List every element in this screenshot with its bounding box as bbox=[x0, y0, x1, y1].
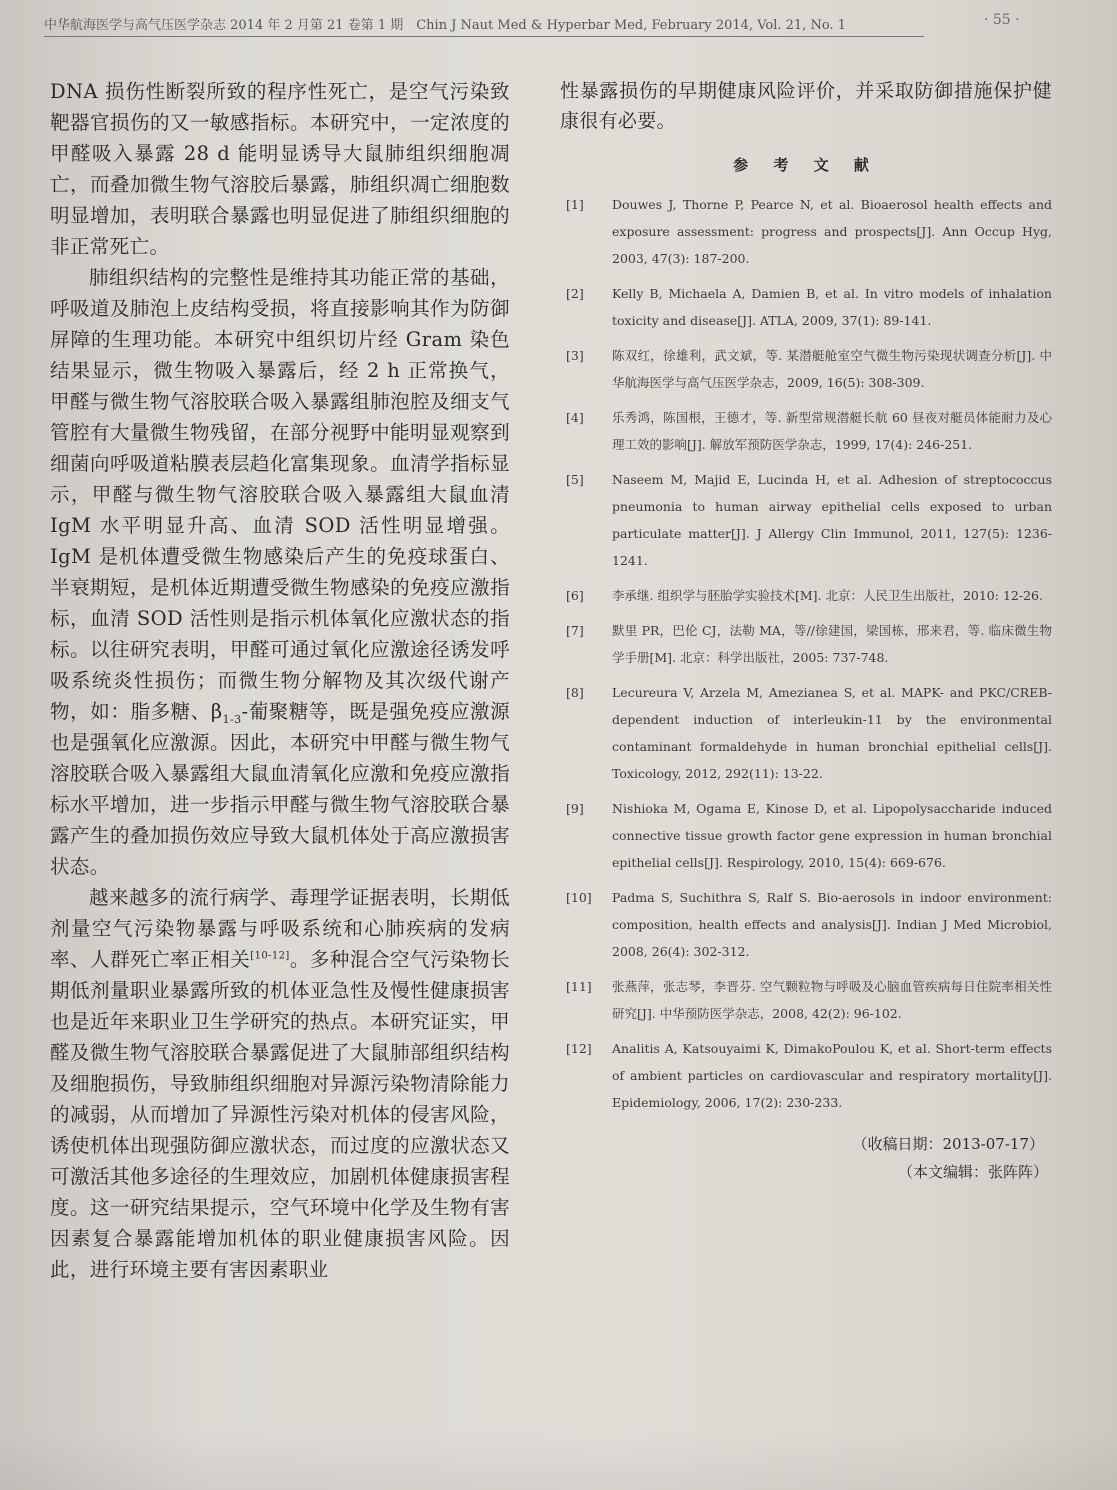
reference-number: [8] bbox=[566, 685, 584, 700]
reference-text: 陈双红，徐雄利，武文斌，等. 某潜艇舱室空气微生物污染现状调查分析[J]. 中华航海医学与高气压医学杂志，2009, 16(5): 308-309. bbox=[612, 348, 1052, 390]
paragraph-2-text-b: -葡聚糖等，既是强免疫应激源也是强氧化应激源。因此，本研究中甲醛与微生物气溶胶联合吸入暴露组大鼠血清氧化应激和免疫应激指标水平增加，进一步指示甲醛与微生物气溶胶联合暴露产生的叠加损伤效应导致大鼠机体处于高应激损害状态。 bbox=[50, 700, 510, 878]
reference-number: [11] bbox=[566, 979, 592, 994]
reference-number: [2] bbox=[566, 286, 584, 301]
citation-10-12[interactable]: [10-12] bbox=[250, 950, 290, 962]
paragraph-3 bbox=[50, 882, 510, 1285]
reference-item bbox=[560, 1035, 1052, 1116]
reference-number: [3] bbox=[566, 348, 584, 363]
reference-item bbox=[560, 884, 1052, 965]
reference-text: Kelly B, Michaela A, Damien B, et al. In vitro models of inhalation toxicity and disease[J]. ATLA, 2009, 37(1): 89-141. bbox=[612, 286, 1052, 328]
paragraph-3-text-a: 越来越多的流行病学、毒理学证据表明，长期低剂量空气污染物暴露与呼吸系统和心肺疾病的发病率、人群死亡率正相关 bbox=[50, 886, 510, 971]
reference-text: Padma S, Suchithra S, Ralf S. Bio-aerosols in indoor environment: composition, health effects and analysis[J]. Indian J Med Microbiol, 2008, 26(4): 302-312. bbox=[612, 890, 1052, 959]
reference-list bbox=[560, 191, 1052, 1116]
reference-item bbox=[560, 795, 1052, 876]
running-title: 中华航海医学与高气压医学杂志 2014 年 2 月第 21 卷第 1 期 Chin J Naut Med & Hyperbar Med, February 2014, Vol. 21, No. 1 bbox=[44, 18, 846, 33]
reference-text: Lecureura V, Arzela M, Amezianea S, et al. MAPK- and PKC/CREB-dependent induction of interleukin-11 by the environmental contaminant formaldehyde in human bronchial epithelial cells[J]. Toxicology, 2012, 292(11): 13-22. bbox=[612, 685, 1052, 781]
reference-item bbox=[560, 280, 1052, 334]
paragraph-2-subscript: 1-3 bbox=[222, 712, 242, 726]
reference-number: [1] bbox=[566, 197, 584, 212]
reference-number: [9] bbox=[566, 801, 584, 816]
reference-text: 默里 PR，巴伦 CJ，法勒 MA，等//徐建国，梁国栋，邢来君，等. 临床微生物学手册[M]. 北京：科学出版社，2005: 737-748. bbox=[612, 623, 1052, 665]
continuation-paragraph: 性暴露损伤的早期健康风险评价，并采取防御措施保护健康很有必要。 bbox=[560, 80, 1052, 132]
reference-item bbox=[560, 404, 1052, 458]
reference-text: Douwes J, Thorne P, Pearce N, et al. Bioaerosol health effects and exposure assessment: progress and prospects[J]. Ann Occup Hyg, 2003, 47(3): 187-200. bbox=[612, 197, 1052, 266]
reference-item bbox=[560, 466, 1052, 574]
paragraph-2-text-a: 肺组织结构的完整性是维持其功能正常的基础，呼吸道及肺泡上皮结构受损，将直接影响其作为防御屏障的生理功能。本研究中组织切片经 Gram 染色结果显示，微生物吸入暴露后，经 2 h 正常换气，甲醛与微生物气溶胶联合吸入暴露组肺泡腔及细支气管腔有大量微生物残留，在部分视野中能明显观察到细菌向呼吸道粘膜表层趋化富集现象。血清学指标显示，甲醛与微生物气溶胶联合吸入暴露组大鼠血清 IgM 水平明显升高、血清 SOD 活性明显增强。IgM 是机体遭受微生物感染后产生的免疫球蛋白、半衰期短，是机体近期遭受微生物感染的免疫应激指标，血清 SOD 活性则是指示机体氧化应激状态的指标。以往研究表明，甲醛可通过氧化应激途径诱发呼吸系统炎性损伤；而微生物分解物及其次级代谢产物，如：脂多糖、β bbox=[50, 266, 510, 723]
reference-number: [5] bbox=[566, 472, 584, 487]
reference-item bbox=[560, 973, 1052, 1027]
page-number: · 55 · bbox=[984, 12, 1020, 28]
reference-item bbox=[560, 191, 1052, 272]
header-rule bbox=[44, 36, 924, 37]
reference-item bbox=[560, 679, 1052, 787]
reference-text: 李承继. 组织学与胚胎学实验技术[M]. 北京：人民卫生出版社，2010: 12-26. bbox=[612, 588, 1043, 603]
editor-note: （本文编辑：张阵阵） bbox=[897, 1163, 1048, 1181]
reference-number: [7] bbox=[566, 623, 584, 638]
reference-number: [12] bbox=[566, 1041, 592, 1056]
running-header bbox=[44, 14, 1024, 33]
reference-item bbox=[560, 582, 1052, 609]
right-column bbox=[560, 76, 1052, 1186]
reference-item bbox=[560, 617, 1052, 671]
received-date: （收稿日期：2013-07-17） bbox=[852, 1135, 1044, 1153]
page-shadow bbox=[0, 1430, 1117, 1490]
paragraph-2 bbox=[50, 262, 510, 882]
reference-text: Analitis A, Katsouyaimi K, DimakoPoulou K, et al. Short-term effects of ambient particles on cardiovascular and respiratory mortality[J]. Epidemiology, 2006, 17(2): 230-233. bbox=[612, 1041, 1052, 1110]
reference-number: [6] bbox=[566, 588, 584, 603]
reference-text: Nishioka M, Ogama E, Kinose D, et al. Lipopolysaccharide induced connective tissue growth factor gene expression in human bronchial epithelial cells[J]. Respirology, 2010, 15(4): 669-676. bbox=[612, 801, 1052, 870]
paragraph-1: DNA 损伤性断裂所致的程序性死亡，是空气污染致靶器官损伤的又一敏感指标。本研究中，一定浓度的甲醛吸入暴露 28 d 能明显诱导大鼠肺组织细胞凋亡，而叠加微生物气溶胶后暴露，肺组织凋亡细胞数明显增加，表明联合暴露也明显促进了肺组织细胞的非正常死亡。 bbox=[50, 80, 510, 258]
left-column bbox=[50, 76, 510, 1285]
reference-text: 张燕萍，张志琴，李晋芬. 空气颗粒物与呼吸及心脑血管疾病每日住院率相关性研究[J]. 中华预防医学杂志，2008, 42(2): 96-102. bbox=[612, 979, 1052, 1021]
paragraph-3-text-b: 。多种混合空气污染物长期低剂量职业暴露所致的机体亚急性及慢性健康损害也是近年来职业卫生学研究的热点。本研究证实，甲醛及微生物气溶胶联合暴露促进了大鼠肺部组织结构及细胞损伤，导致肺组织细胞对异源污染物清除能力的减弱，从而增加了异源性污染对机体的侵害风险，诱使机体出现强防御应激状态，而过度的应激状态又可激活其他多途径的生理效应，加剧机体健康损害程度。这一研究结果提示，空气环境中化学及生物有害因素复合暴露能增加机体的职业健康损害风险。因此，进行环境主要有害因素职业 bbox=[50, 948, 510, 1281]
references-heading: 参 考 文 献 bbox=[733, 156, 879, 174]
reference-text: 乐秀鸿，陈国根，王德才，等. 新型常规潜艇长航 60 昼夜对艇员体能耐力及心理工效的影响[J]. 解放军预防医学杂志，1999, 17(4): 246-251. bbox=[612, 410, 1052, 452]
reference-item bbox=[560, 342, 1052, 396]
reference-number: [10] bbox=[566, 890, 592, 905]
reference-text: Naseem M, Majid E, Lucinda H, et al. Adhesion of streptococcus pneumonia to human airway epithelial cells exposed to urban particulate matter[J]. J Allergy Clin Immunol, 2011, 127(5): 1236-1241. bbox=[612, 472, 1052, 568]
reference-number: [4] bbox=[566, 410, 584, 425]
